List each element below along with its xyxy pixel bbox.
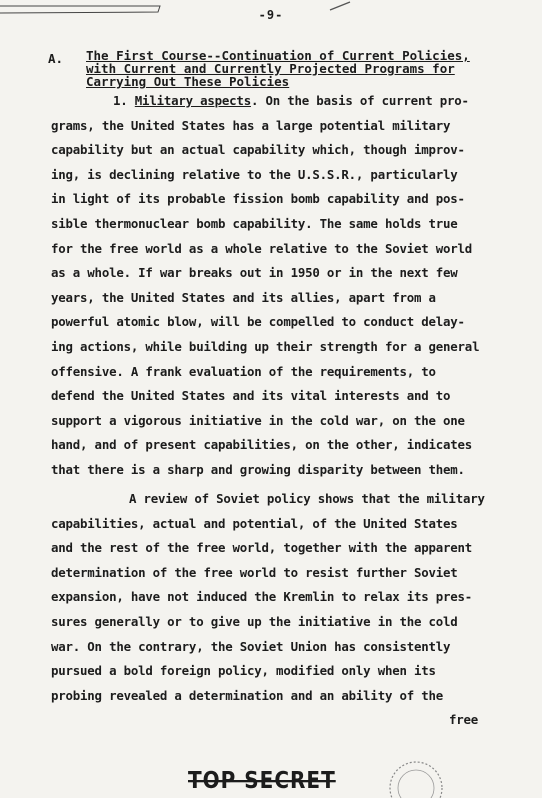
section-title-line: with Current and Currently Projected Programs for [86, 61, 455, 76]
section-title-line: The First Course--Continuation of Current Policies, [86, 48, 470, 63]
text-line: powerful atomic blow, will be compelled to conduct delay- [51, 314, 465, 330]
section-letter: A. [48, 51, 64, 66]
classification-stamp: TOP SECRET [188, 766, 336, 794]
text-line: that there is a sharp and growing disparity between them. [51, 462, 465, 477]
text-line: sures generally or to give up the initiative in the cold [51, 614, 458, 629]
text-line: expansion, have not induced the Kremlin to relax its pres- [51, 589, 473, 605]
text-line: A review of Soviet policy shows that the military [129, 491, 485, 506]
text-line: ing actions, while building up their strength for a general [51, 339, 480, 354]
text-line: in light of its probable fission bomb capability and pos- [51, 191, 465, 207]
text-line: capability but an actual capability which, though improv- [51, 142, 465, 158]
section-title-line: Carrying Out These Policies [86, 74, 290, 89]
section-title [86, 49, 486, 88]
text-line: sible thermonuclear bomb capability. The same holds true [51, 216, 458, 231]
page-number: -9- [258, 8, 284, 22]
text-line: as a whole. If war breaks out in 1950 or in the next few [51, 265, 458, 281]
text-line: defend the United States and its vital interests and to [51, 388, 451, 404]
text-line: determination of the free world to resist further Soviet [51, 564, 458, 580]
text-line: war. On the contrary, the Soviet Union has consistently [51, 638, 451, 654]
text-line: grams, the United States has a large potential military [51, 117, 451, 133]
continuation-word: free [449, 712, 479, 727]
archive-seal-icon [386, 758, 446, 798]
text-line: support a vigorous initiative in the cold war, on the one [51, 412, 465, 428]
text-line: capabilities, actual and potential, of the United States [51, 515, 458, 531]
paragraph-number: 1. [113, 93, 128, 108]
text-line: and the rest of the free world, together with the apparent [51, 540, 473, 556]
text-line: ing, is declining relative to the U.S.S.R., particularly [51, 166, 458, 182]
text-line: . On the basis of current pro- [250, 93, 469, 108]
text-line: hand, and of present capabilities, on the other, indicates [51, 437, 473, 453]
text-line: for the free world as a whole relative to the Soviet world [51, 240, 473, 256]
paragraph-heading: Military aspects [134, 93, 251, 108]
paragraph-1-first-line [113, 93, 469, 108]
text-line: pursued a bold foreign policy, modified only when its [51, 663, 436, 679]
text-line: years, the United States and its allies, apart from a [51, 289, 436, 305]
text-line: offensive. A frank evaluation of the requirements, to [51, 363, 436, 379]
text-line: probing revealed a determination and an ability of the [51, 687, 444, 703]
